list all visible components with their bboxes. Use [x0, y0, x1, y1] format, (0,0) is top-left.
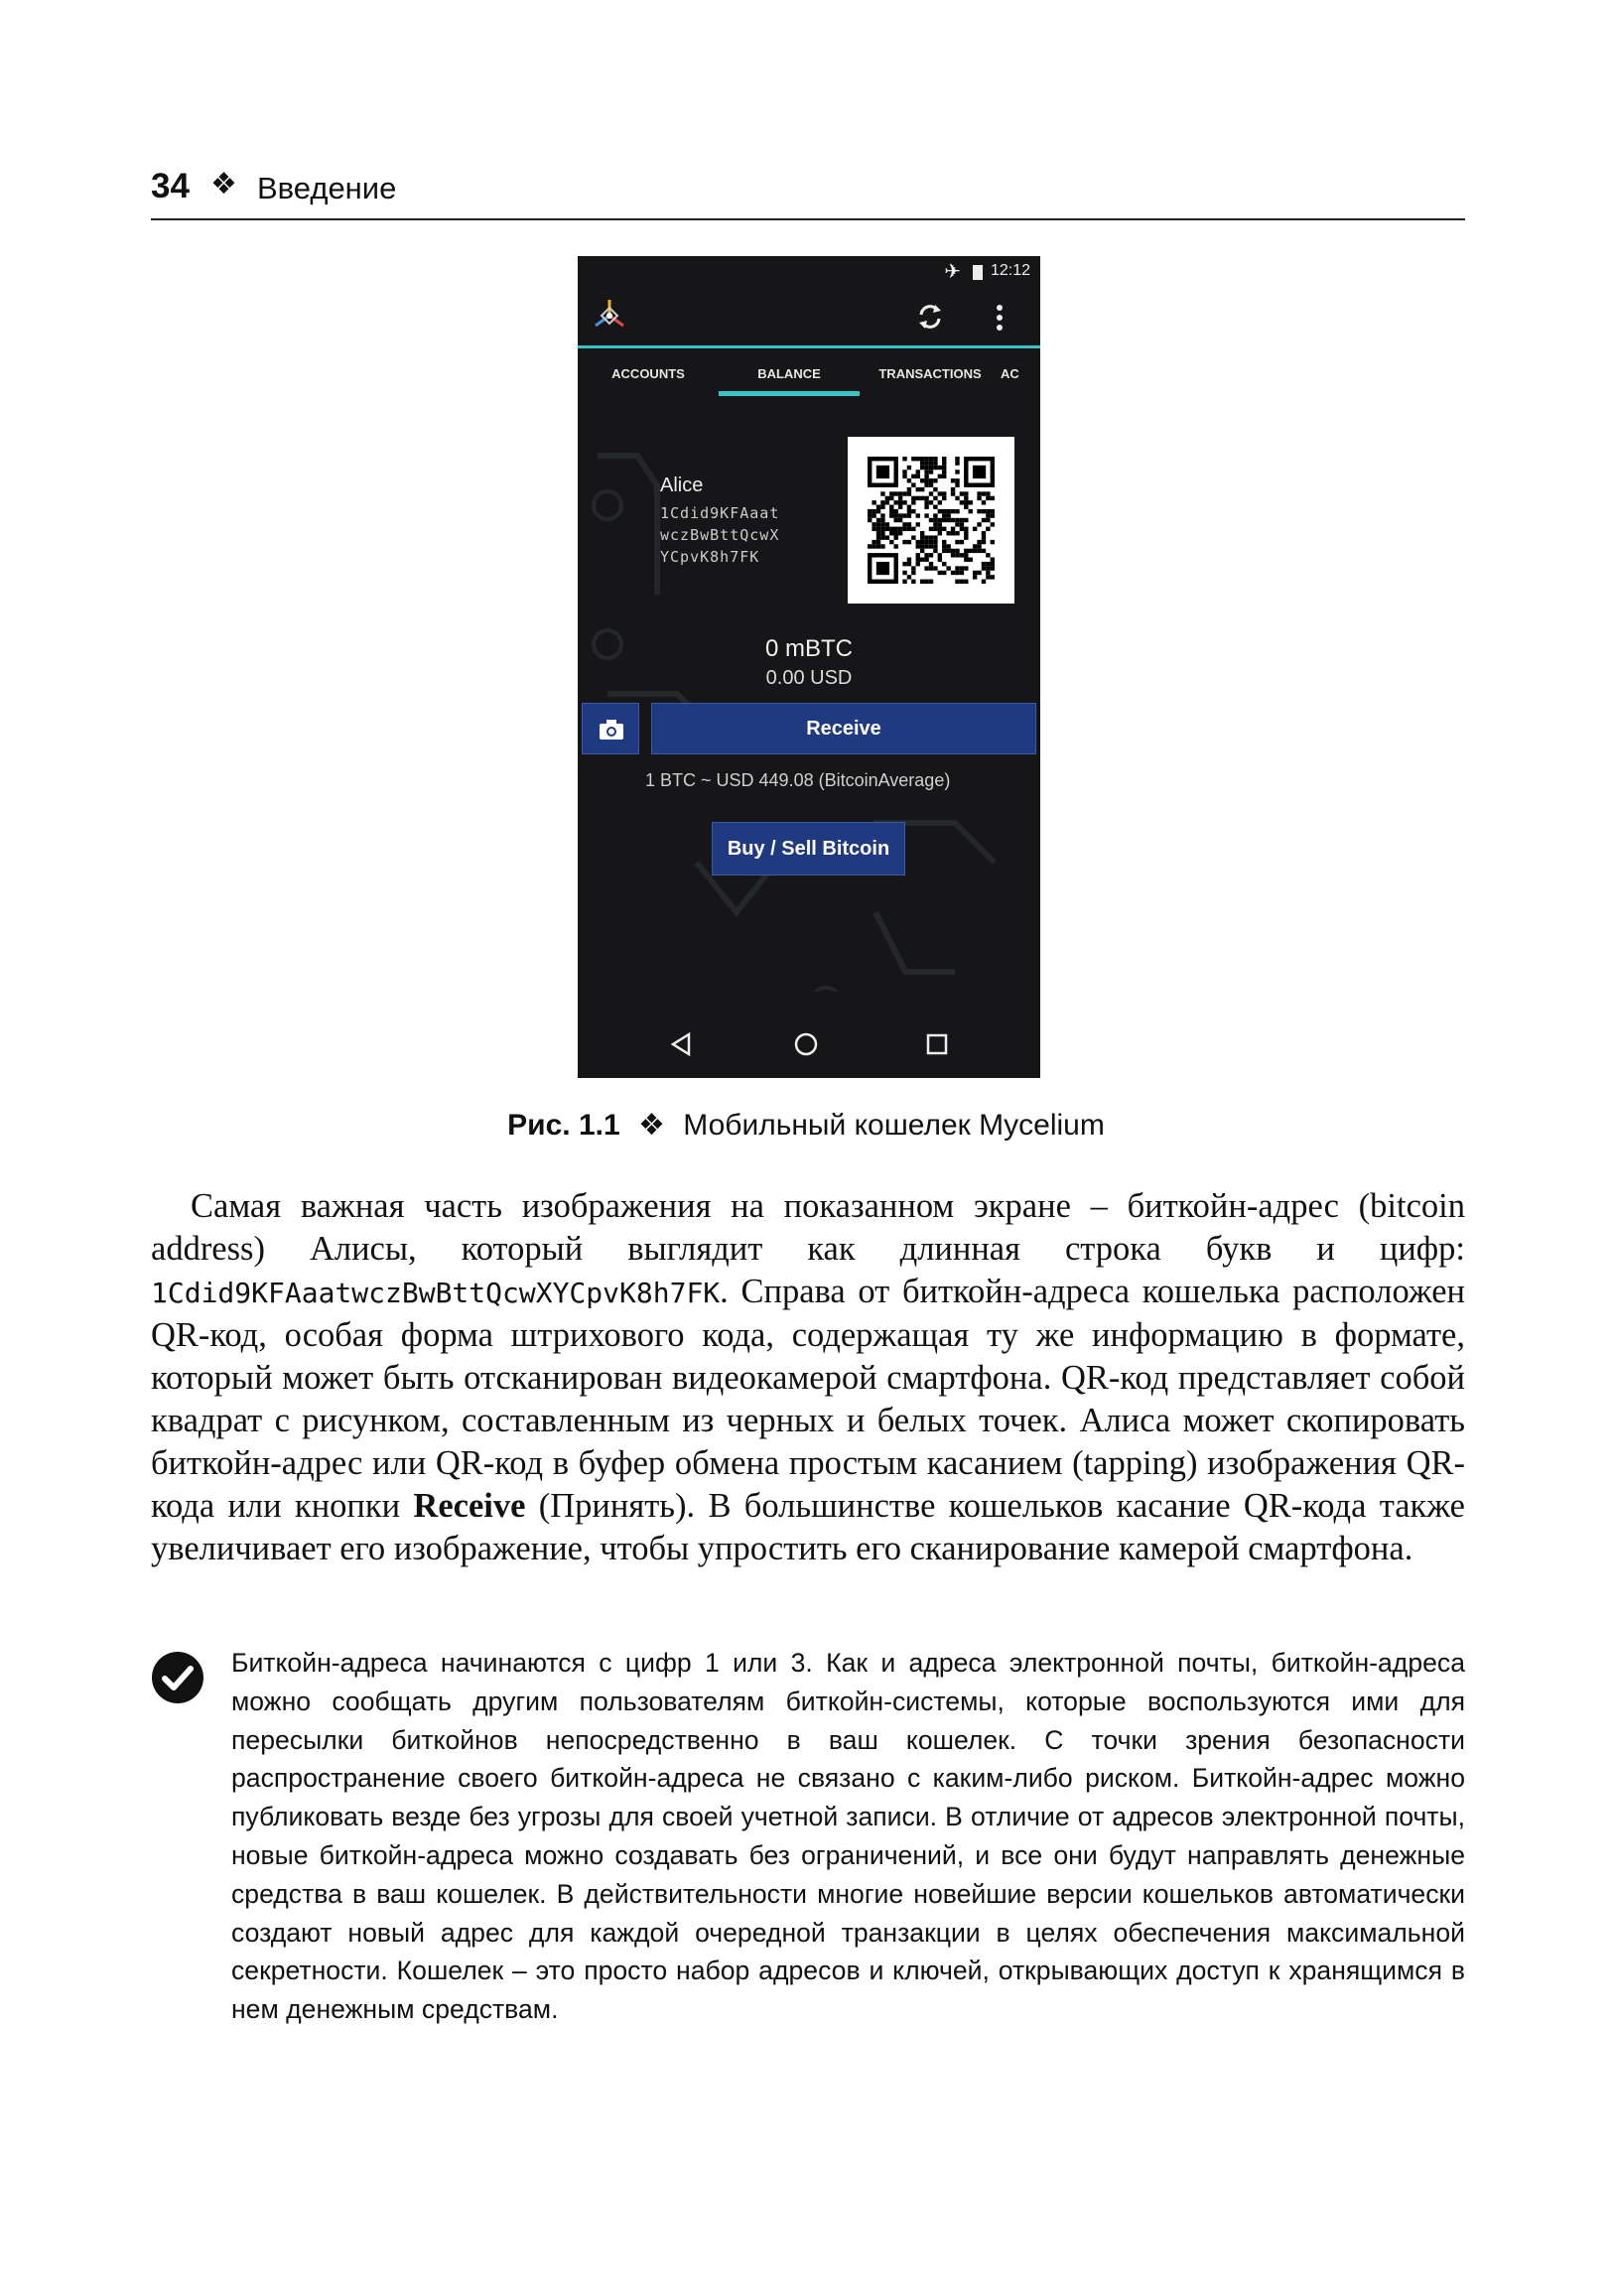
- status-bar: [578, 256, 1040, 286]
- bitcoin-address-inline: 1Cdid9KFAaatwczBwBttQcwXYCpvK8h7FK: [151, 1277, 721, 1309]
- camera-icon: [599, 719, 624, 741]
- caption-label: Рис. 1.1: [507, 1109, 620, 1142]
- account-name: Alice: [660, 474, 704, 496]
- tab-bar: [578, 348, 1040, 396]
- exchange-rate: 1 BTC ~ USD 449.08 (BitcoinAverage): [645, 770, 951, 790]
- address-line[interactable]: wczBwBttQcwX: [660, 526, 780, 544]
- page-header: [151, 159, 1465, 220]
- body-paragraph: [151, 1185, 1465, 1570]
- caption-text: Мобильный кошелек Mycelium: [683, 1109, 1105, 1142]
- qr-code-container[interactable]: [848, 437, 1014, 604]
- nav-recents-icon[interactable]: [925, 1032, 949, 1056]
- balance-btc: 0 mBTC: [764, 635, 853, 662]
- chapter-title: Введение: [257, 171, 397, 205]
- phone-screenshot: [578, 256, 1040, 1078]
- page-number: 34: [151, 167, 190, 205]
- nav-home-icon[interactable]: [792, 1030, 820, 1058]
- nav-back-icon[interactable]: [667, 1030, 695, 1058]
- tab-transactions[interactable]: TRANSACTIONS: [878, 366, 982, 381]
- figure-caption: [0, 1108, 1612, 1143]
- body-text-part: (Принять). В большинстве кошельков касание QR-кода также увеличивает его изображение, чтобы упростить его сканирование камерой смартфона.: [151, 1487, 1465, 1567]
- navigation-bar: [578, 1011, 1040, 1078]
- airplane-mode-icon: ✈: [944, 261, 961, 283]
- address-line[interactable]: YCpvK8h7FK: [660, 548, 760, 566]
- buy-sell-bitcoin-button[interactable]: Buy / Sell Bitcoin: [712, 822, 905, 876]
- body-text-part: . Справа от биткойн-адреса кошелька расположен QR-код, особая форма штрихового кода, содержащая ту же информацию в формате, который может быть отсканирован видеокамерой смартфона. QR-код представляет собой квадрат с рисунком, составленным из черных и белых точек. Алиса может скопировать биткойн-адрес или QR-код в буфер обмена простым касанием (tapping) изображения QR-кода или кнопки: [151, 1273, 1465, 1525]
- balance-usd: 0.00 USD: [765, 667, 853, 689]
- scan-camera-button[interactable]: [582, 703, 639, 754]
- receive-bold-term: Receive: [413, 1487, 526, 1525]
- receive-button[interactable]: Receive: [651, 703, 1036, 754]
- refresh-icon[interactable]: [915, 302, 945, 332]
- tab-balance[interactable]: BALANCE: [719, 348, 860, 396]
- overflow-menu-icon[interactable]: [995, 304, 1005, 332]
- mycelium-logo-icon: [590, 296, 629, 336]
- status-time: 12:12: [990, 262, 1030, 279]
- battery-icon: [973, 265, 983, 280]
- caption-ornament-icon: ❖: [638, 1109, 665, 1142]
- address-line[interactable]: 1Cdid9KFAaat: [660, 504, 780, 522]
- app-bar: [578, 286, 1040, 348]
- body-text-part: Самая важная часть изображения на показанном экране – биткойн-адрес (bitcoin address) Алисы, который выглядит как длинная строка букв и цифр:: [151, 1187, 1465, 1268]
- tab-accounts[interactable]: ACCOUNTS: [611, 366, 685, 381]
- qr-code[interactable]: [868, 457, 995, 584]
- note-text: Биткойн-адреса начинаются с цифр 1 или 3. Как и адреса электронной почты, биткойн-адреса можно сообщать другим пользователям биткойн-системы, которые воспользуются ими для пересылки биткойнов непосредственно в ваш кошелек. С точки зрения безопасности распространение своего биткойн-адреса не связано с каким-либо риском. Биткойн-адрес можно публиковать везде без угрозы для своей учетной записи. В отличие от адресов электронной почты, новые биткойн-адреса можно создавать без ограничений, и все они будут направлять денежные средства в ваш кошелек. В действительности многие новейшие версии кошельков автоматически создают новый адрес для каждой очередной транзакции в целях обеспечения максимальной секретности. Кошелек – это просто набор адресов и ключей, открывающих доступ к хранящимся в нем денежным средствам.: [231, 1648, 1465, 2025]
- header-ornament-icon: ❖: [210, 168, 237, 201]
- check-circle-icon: [151, 1651, 204, 1704]
- tab-overflow[interactable]: AC: [1001, 366, 1019, 381]
